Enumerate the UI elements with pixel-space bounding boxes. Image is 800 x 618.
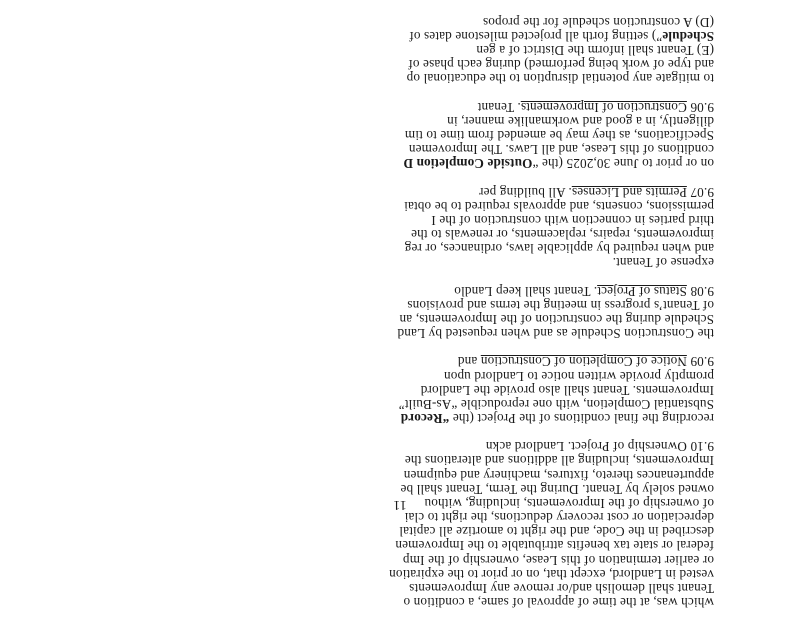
text-line: federal or state tax benefits attributable to the Improvemen bbox=[395, 538, 714, 554]
text-line: conditions of this Lease, and all Laws. The Improvemen bbox=[408, 142, 714, 158]
text-line: (E) Tenant shall inform the District of a gen bbox=[476, 43, 714, 59]
text-line: 9.07 Permits and Licenses. All building per bbox=[478, 184, 714, 200]
text-line: third parties in connection with construction of the I bbox=[431, 212, 714, 228]
text-line: improvements, repairs, replacements, or renewals to the bbox=[410, 227, 714, 243]
text-line: owned solely by Tenant. During the Term, Tenant shall be bbox=[400, 481, 714, 497]
text-line: appurtenances thereto, fixtures, machinery and equipmen bbox=[403, 467, 714, 483]
text-line: of Tenant’s progress in meeting the terms and provisions bbox=[407, 297, 714, 313]
text-line: to mitigate any potential disruption to the educational op bbox=[406, 71, 714, 87]
text-line: Schedule”) setting forth all projected milestone dates of bbox=[409, 29, 714, 44]
page-number: 11 bbox=[393, 497, 407, 512]
text-line bbox=[0, 0, 714, 2]
text-line: expense of Tenant. bbox=[612, 255, 714, 271]
text-line: vested in Landlord, except that, on or prior to the expiration bbox=[389, 566, 714, 582]
text-line: Tenant shall demolish and/or remove any Improvements bbox=[409, 580, 714, 596]
text-line: 9.09 Notice of Completion of Construction and bbox=[457, 354, 714, 370]
text-line: recording the final conditions of the Project (the “Record bbox=[400, 411, 714, 427]
text-line: 9.06 Construction of Improvements. Tenant bbox=[477, 99, 714, 115]
text-line: Improvements. Tenant shall also provide the Landlord bbox=[420, 382, 714, 398]
text-line: or earlier termination of this Lease, ownership of the Imp bbox=[402, 552, 714, 568]
text-line: permissions, consents, and approvals required to be obtai bbox=[404, 198, 714, 214]
text-line: Schedule during the construction of the Improvements, an bbox=[399, 312, 714, 327]
text-line: Substantial Completion, with one reproducible “As-Built” bbox=[398, 396, 714, 412]
text-line: diligently, in a good and workmanlike manner, in bbox=[447, 113, 714, 129]
text-line: (D) A construction schedule for the propos bbox=[482, 14, 714, 30]
text-line: 9.08 Status of Project. Tenant shall keep Landlo bbox=[454, 283, 714, 299]
text-line: depreciation or cost recovery deductions, the right to clai bbox=[404, 510, 714, 526]
text-line: of ownership of the Improvements, including, withou bbox=[424, 495, 714, 511]
text-line: described in the Code, and the right to amortize all capital bbox=[399, 524, 714, 540]
text-line: promptly provide written notice to Landlord upon bbox=[443, 368, 714, 384]
text-line: 9.10 Ownership of Project. Landlord ackn bbox=[485, 439, 714, 455]
text-line: on or prior to June 30,2025 (the “Outside Completion D bbox=[403, 156, 714, 172]
text-line: and when required by applicable laws, ordinances, or reg bbox=[404, 241, 714, 257]
text-line: which was, at the time of approval of same, a condition o bbox=[403, 595, 714, 610]
text-line: Improvements, including all additions and alterations the bbox=[404, 453, 714, 469]
text-line: Specifications, as they may be amended from time to tim bbox=[404, 128, 714, 144]
text-line: and type of work being performed) during each phase of bbox=[408, 57, 714, 73]
text-line: the Construction Schedule as and when requested by Land bbox=[397, 326, 714, 342]
